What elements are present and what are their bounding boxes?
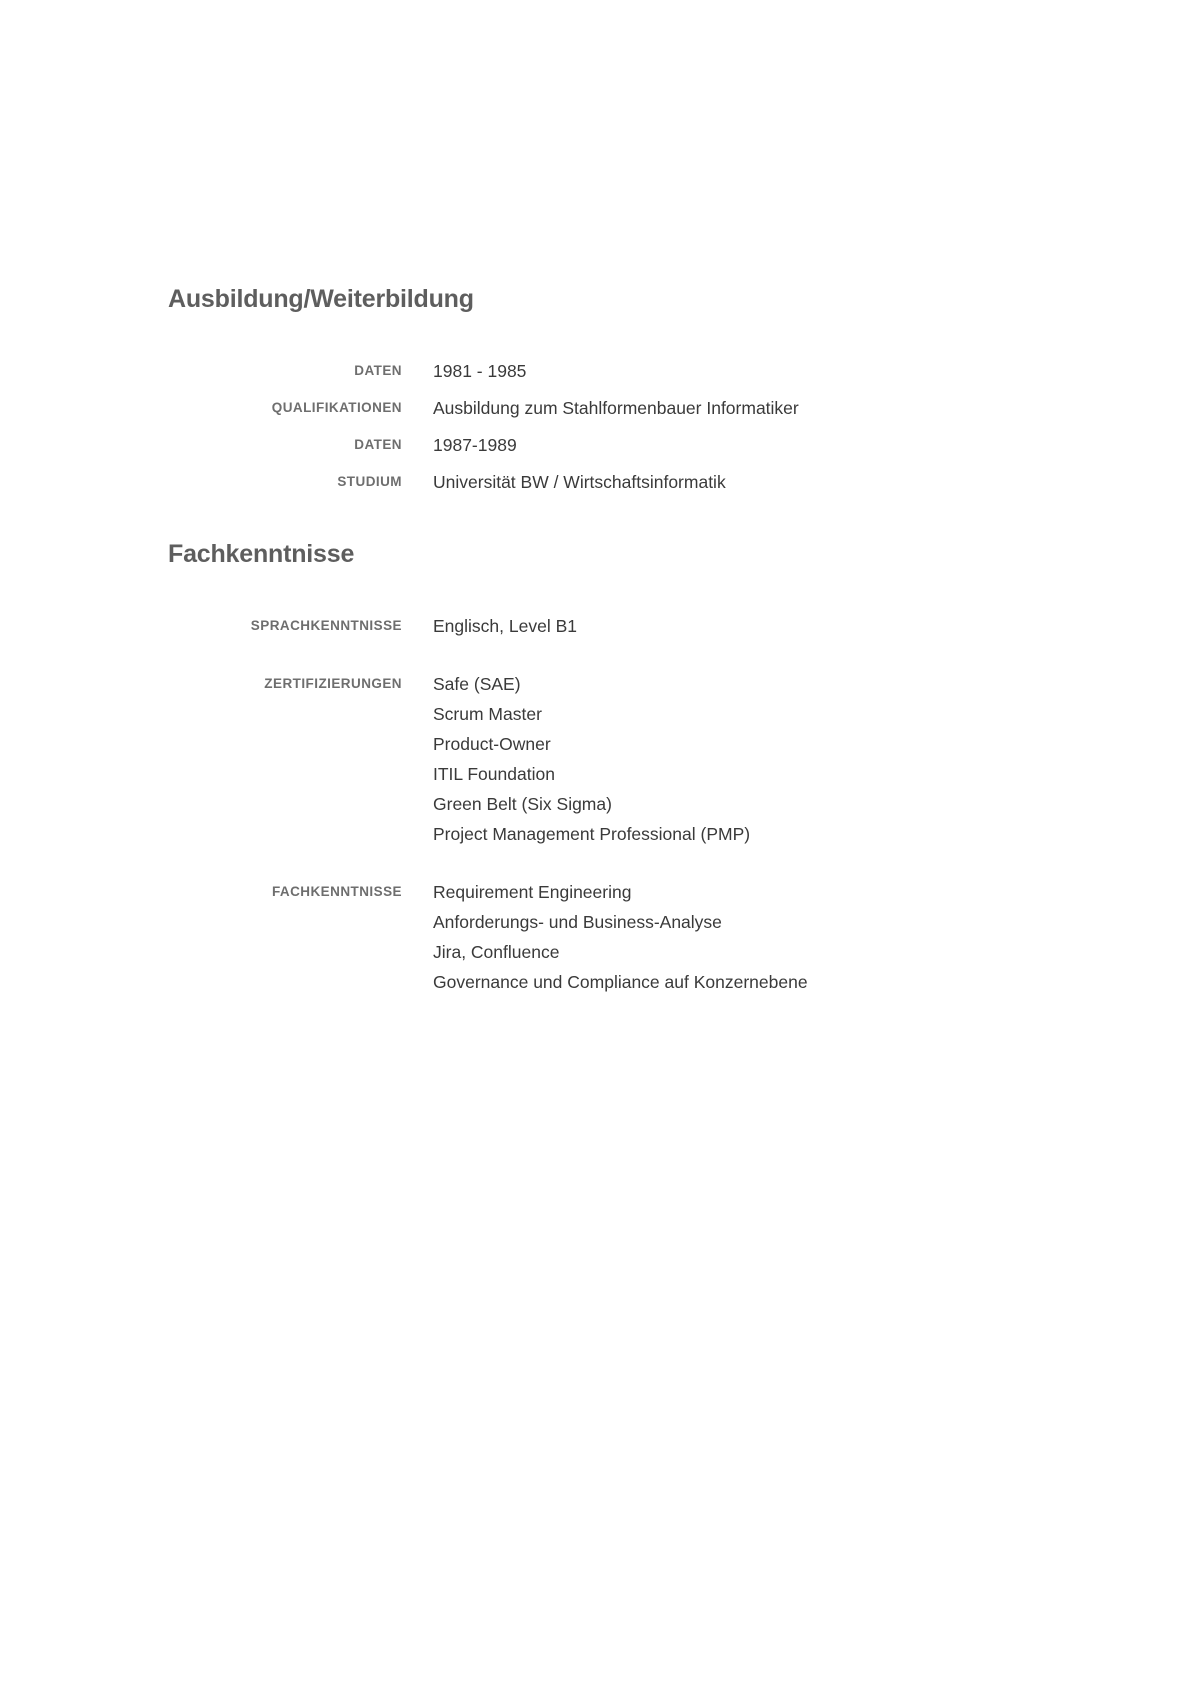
value-line: Green Belt (Six Sigma): [433, 794, 612, 814]
section-education: [168, 285, 1028, 497]
row-value: [433, 356, 1028, 386]
row-value: [433, 877, 1028, 997]
row-qualifikationen: [168, 393, 1028, 423]
row-value: [433, 669, 1028, 849]
section-title-education: Ausbildung/Weiterbildung: [168, 285, 474, 313]
section-spacer: [168, 504, 1028, 540]
row-studium: [168, 467, 1028, 497]
value-line: Governance und Compliance auf Konzernebene: [433, 972, 808, 992]
row-value: [433, 467, 1028, 497]
row-daten-2: [168, 430, 1028, 460]
row-label: DATEN: [354, 437, 402, 452]
value-line: Product-Owner: [433, 734, 551, 754]
row-value: [433, 393, 1028, 423]
row-label: DATEN: [354, 363, 402, 378]
row-label: FACHKENNTNISSE: [271, 884, 402, 899]
value-line: Englisch, Level B1: [433, 616, 577, 636]
value-line: Requirement Engineering: [433, 882, 632, 902]
row-label: SPRACHKENNTNISSE: [250, 618, 402, 633]
row-sprachkenntnisse: [168, 611, 1028, 641]
row-label: QUALIFIKATIONEN: [271, 400, 402, 415]
value-line: Safe (SAE): [433, 674, 521, 694]
value-line: 1981 - 1985: [433, 361, 527, 381]
document-content: [168, 285, 1028, 1004]
skills-rows: [168, 611, 1028, 997]
value-line: Jira, Confluence: [433, 942, 560, 962]
section-skills: [168, 540, 1028, 997]
row-zertifizierungen: [168, 669, 1028, 849]
value-line: Ausbildung zum Stahlformenbauer Informatiker: [433, 398, 799, 418]
value-line: Project Management Professional (PMP): [433, 824, 751, 844]
section-title-skills: Fachkenntnisse: [168, 540, 355, 568]
row-daten-1: [168, 356, 1028, 386]
value-line: Scrum Master: [433, 704, 542, 724]
row-label: STUDIUM: [337, 474, 402, 489]
education-rows: [168, 356, 1028, 497]
value-line: Anforderungs- und Business-Analyse: [433, 912, 722, 932]
value-line: Universität BW / Wirtschaftsinformatik: [433, 472, 726, 492]
value-line: 1987-1989: [433, 435, 517, 455]
row-fachkenntnisse: [168, 877, 1028, 997]
row-value: [433, 430, 1028, 460]
row-label: ZERTIFIZIERUNGEN: [264, 676, 402, 691]
value-line: ITIL Foundation: [433, 764, 555, 784]
row-value: [433, 611, 1028, 641]
